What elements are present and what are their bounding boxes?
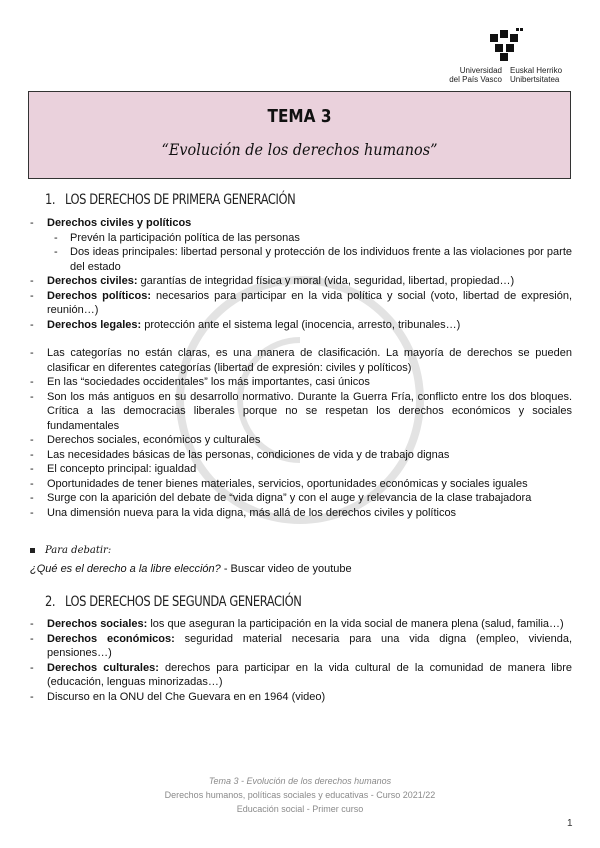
- dash-bullet-icon: -: [30, 463, 34, 475]
- page-number: 1: [567, 818, 573, 829]
- item-term: Derechos económicos:: [47, 632, 175, 645]
- list-item: [30, 477, 572, 492]
- sub-list-item: [30, 231, 572, 246]
- item-text: protección ante el sistema legal (inocencia, arresto, tribunales…): [141, 318, 461, 331]
- list-item: [30, 661, 572, 690]
- item-text: los que aseguran la participación en la vida social de manera plena (salud, familia…): [147, 618, 564, 630]
- logo-text-es: Universidad del País Vasco: [449, 66, 502, 84]
- item-text: Una dimensión nueva para la vida digna, más allá de los derechos civiles y políticos: [47, 506, 457, 519]
- item-text: Oportunidades de tener bienes materiales, servicios, oportunidades económicas y sociales iguales: [47, 477, 528, 490]
- item-text: Dos ideas principales: libertad personal y protección de los individuos frente a las violaciones por parte del estado: [70, 246, 572, 273]
- item-term: Derechos civiles y políticos: [47, 217, 192, 229]
- item-text: garantías de integridad física y moral (vida, seguridad, libertad, propiedad…): [137, 275, 515, 287]
- debate-label: Para debatir:: [30, 544, 111, 556]
- list-item: [30, 274, 572, 289]
- dash-bullet-icon: -: [30, 506, 34, 519]
- list-item: [30, 632, 572, 661]
- university-logo: [440, 28, 570, 88]
- bullet-square-icon: [30, 548, 35, 553]
- footer-line-2: Derechos humanos, políticas sociales y educativas - Curso 2021/22: [164, 790, 436, 800]
- list-item: [30, 318, 572, 333]
- dash-bullet-icon: -: [30, 217, 34, 229]
- item-text: Las necesidades básicas de las personas, condiciones de vida y de trabajo dignas: [47, 448, 450, 461]
- dash-bullet-icon: -: [30, 661, 34, 674]
- dash-bullet-icon: -: [30, 618, 34, 630]
- dash-bullet-icon: -: [54, 231, 58, 244]
- dash-bullet-icon: -: [30, 434, 34, 446]
- list-item: [30, 375, 572, 390]
- section-heading-2: 2. LOS DERECHOS DE SEGUNDA GENERACIÓN: [45, 594, 302, 610]
- list-item: [30, 506, 572, 521]
- page-subtitle: “Evolución de los derechos humanos”: [161, 140, 438, 159]
- dash-bullet-icon: -: [30, 347, 34, 359]
- item-text: El concepto principal: igualdad: [47, 463, 197, 475]
- page-title: TEMA 3: [267, 106, 332, 127]
- item-term: Derechos civiles:: [47, 275, 138, 287]
- item-text: Surge con la aparición del debate de “vida digna” y con el auge y relevancia de la clase trabajadora: [47, 492, 532, 504]
- dash-bullet-icon: -: [30, 289, 34, 302]
- dash-bullet-icon: -: [30, 477, 34, 490]
- dash-bullet-icon: -: [30, 318, 34, 331]
- dash-bullet-icon: -: [30, 275, 34, 287]
- list-item: [30, 690, 572, 705]
- item-text: Discurso en la ONU del Che Guevara en en 1964 (video): [47, 690, 326, 703]
- item-text: Prevén la participación política de las personas: [70, 231, 300, 244]
- item-text: Las categorías no están claras, es una manera de clasificación. La mayoría de derechos se pueden clasificar en diferentes categorías (libertad de expresión: civiles y políticos): [47, 347, 572, 374]
- item-text: seguridad material necesaria para una vida digna (empleo, vivienda, pensiones…): [47, 632, 573, 659]
- dash-bullet-icon: -: [30, 390, 34, 403]
- item-text: Derechos sociales, económicos y culturales: [47, 434, 261, 446]
- item-text: Son los más antiguos en su desarrollo normativo. Durante la Guerra Fría, conflicto entre los dos bloques. Crítica a las democracias liberales porque no se respetan los derechos económicos y sociales fundamentales: [47, 390, 572, 432]
- dash-bullet-icon: -: [30, 632, 34, 645]
- item-term: Derechos culturales:: [47, 661, 159, 674]
- dash-bullet-icon: -: [30, 376, 34, 388]
- sub-list-item: [30, 245, 572, 274]
- item-text: En las “sociedades occidentales” los más importantes, casi únicos: [47, 376, 370, 388]
- list-item: [30, 448, 572, 463]
- debate-question: ¿Qué es el derecho a la libre elección? - Buscar video de youtube: [30, 563, 352, 575]
- university-emblem-icon: [488, 28, 524, 62]
- dash-bullet-icon: -: [30, 492, 34, 504]
- section-2-list: [30, 617, 572, 704]
- item-term: Derechos legales:: [47, 318, 142, 331]
- section-1-list: [30, 216, 572, 520]
- list-item: [30, 433, 572, 448]
- item-text: derechos para participar en la vida cultural de la comunidad de manera libre (educación, lenguas minorizadas…): [47, 661, 572, 688]
- item-text: necesarios para participar en la vida política y social (voto, libertad de expresión, reunión…): [47, 289, 573, 316]
- item-term: Derechos sociales:: [47, 618, 148, 630]
- list-item: [30, 216, 572, 231]
- item-term: Derechos políticos:: [47, 289, 151, 302]
- footer-line-1: Tema 3 - Evolución de los derechos humanos: [208, 776, 392, 786]
- list-item: [30, 390, 572, 434]
- section-heading-1: 1. LOS DERECHOS DE PRIMERA GENERACIÓN: [45, 192, 296, 208]
- title-box: [28, 91, 571, 179]
- list-item: [30, 617, 572, 632]
- list-item: [30, 289, 572, 318]
- logo-text-eu: Euskal Herriko Unibertsitatea: [510, 66, 563, 84]
- dash-bullet-icon: -: [30, 690, 34, 703]
- list-item: [30, 491, 572, 506]
- list-item: [30, 462, 572, 477]
- list-item: [30, 346, 572, 375]
- dash-bullet-icon: -: [30, 448, 34, 461]
- footer-line-3: Educación social - Primer curso: [236, 804, 364, 814]
- dash-bullet-icon: -: [54, 246, 58, 258]
